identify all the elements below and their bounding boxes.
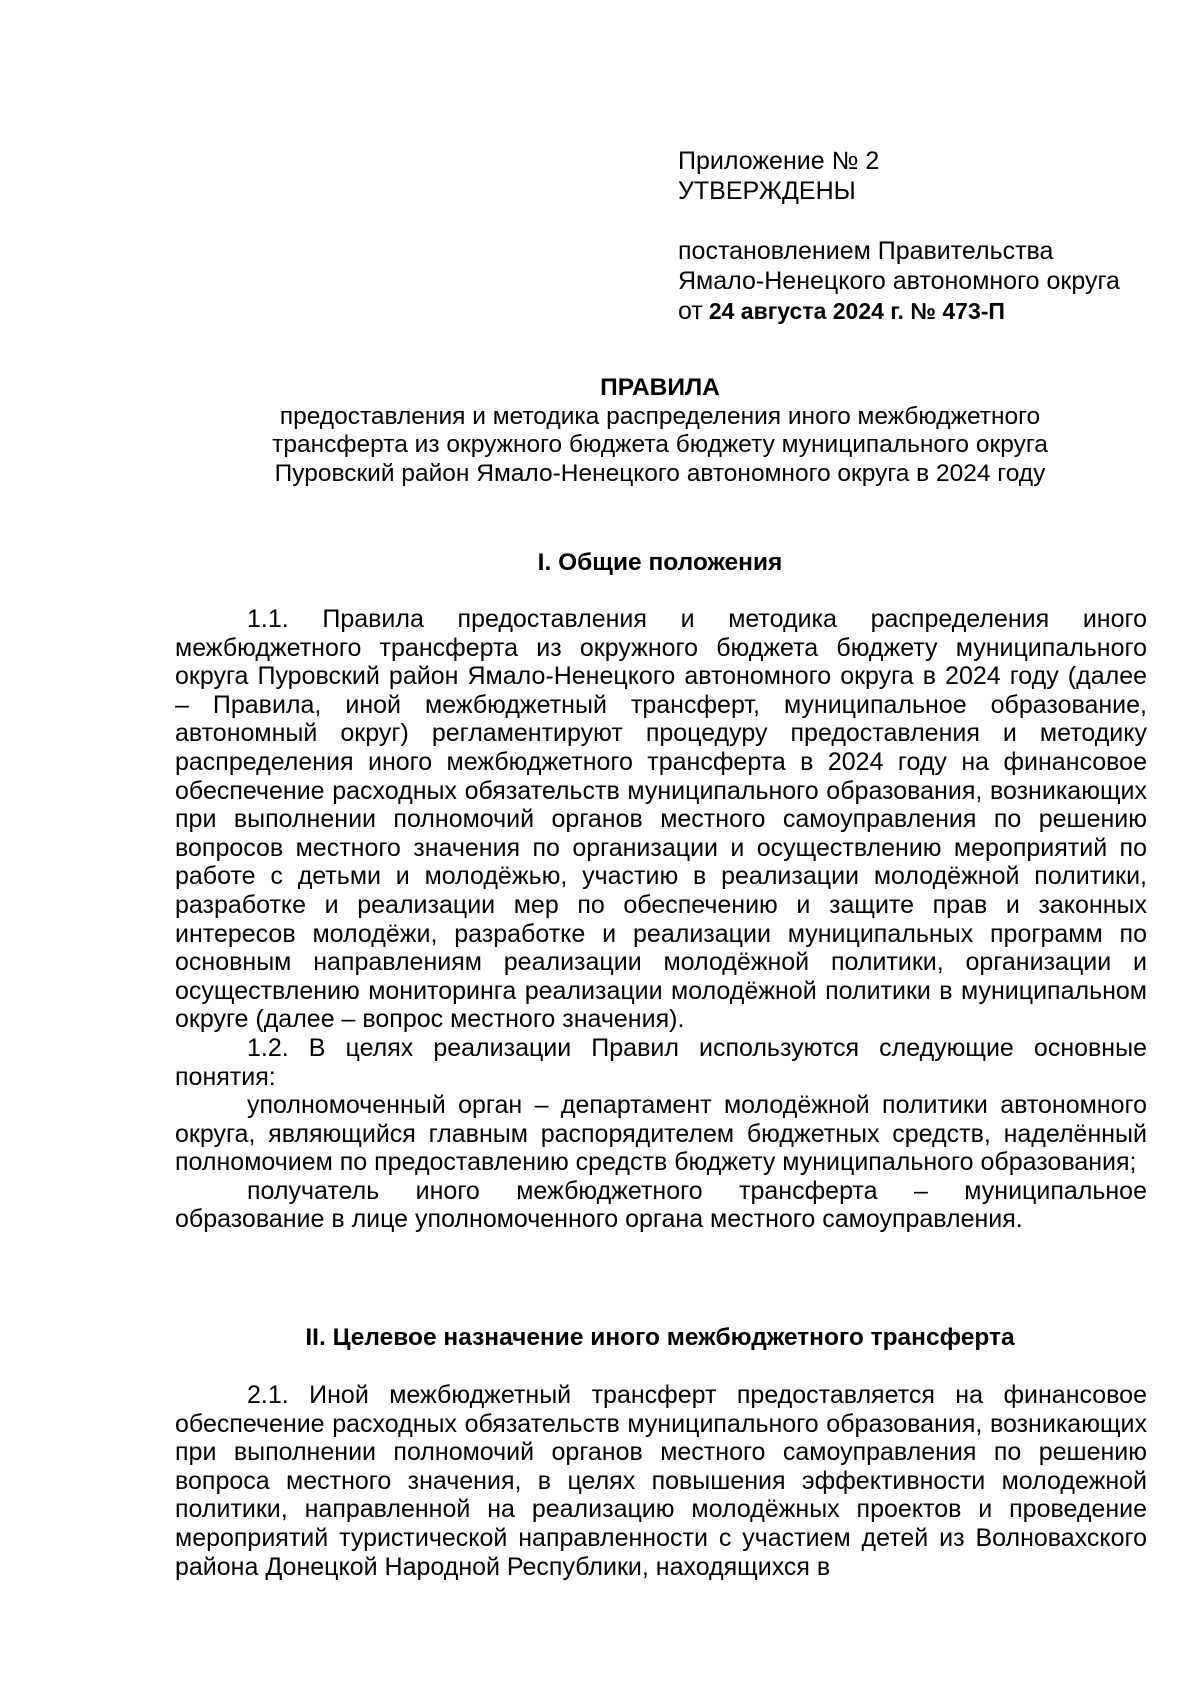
decree-date-line — [678, 296, 1158, 326]
document-title — [175, 374, 1145, 488]
appendix-number: Приложение № 2 — [678, 147, 880, 175]
date-prefix: от — [678, 297, 703, 325]
decree-line-2: Ямало-Ненецкого автономного округа — [678, 267, 1120, 295]
title-line-1: предоставления и методика распределения иного межбюджетного — [279, 402, 1041, 430]
spacer — [678, 206, 1158, 236]
approved-label: УТВЕРЖДЕНЫ — [678, 177, 856, 205]
paragraph-1-2: 1.2. В целях реализации Правил используются следующие основные понятия: — [175, 1033, 1147, 1091]
title-line-3: Пуровский район Ямало-Ненецкого автономного округа в 2024 году — [274, 459, 1046, 487]
section-2-body — [175, 1381, 1147, 1581]
definition-authorized-body: уполномоченный орган – департамент молодёжной политики автономного округа, являющийся главным распорядителем бюджетных средств, наделённый полномочием по предоставлению средств бюджету муниципального образования; — [175, 1091, 1147, 1177]
definition-recipient: получатель иного межбюджетного трансферта – муниципальное образование в лице уполномоченного органа местного самоуправления. — [175, 1176, 1147, 1234]
decree-line-1: постановлением Правительства — [678, 237, 1054, 265]
section-1-heading: I. Общие положения — [537, 549, 783, 576]
paragraph-1-1: 1.1. Правила предоставления и методика распределения иного межбюджетного трансферта из окружного бюджета бюджету муниципального округа Пуровский район Ямало-Ненецкого автономного округа в 2024 году (далее – Правила, иной межбюджетный трансферт, муниципальное образование, автономный округ) регламентируют процедуру предоставления и методику распределения иного межбюджетного трансферта в 2024 году на финансовое обеспечение расходных обязательств муниципального образования, возникающих при выполнении полномочий органов местного самоуправления по решению вопросов местного значения по организации и осуществлению мероприятий по работе с детьми и молодёжью, участию в реализации молодёжной политики, разработке и реализации мер по обеспечению и защите прав и законных интересов молодёжи, разработке и реализации муниципальных программ по основным направлениям реализации молодёжной политики, организации и осуществлению мониторинга реализации молодёжной политики в муниципальном округе (далее – вопрос местного значения). — [175, 605, 1147, 1034]
decree-date-number: 24 августа 2024 г. № 473-П — [708, 298, 1005, 324]
section-2-heading: II. Целевое назначение иного межбюджетного трансферта — [305, 1324, 1015, 1351]
approval-stamp — [678, 146, 1158, 326]
paragraph-2-1: 2.1. Иной межбюджетный трансферт предоставляется на финансовое обеспечение расходных обязательств муниципального образования, возникающих при выполнении полномочий органов местного самоуправления по решению вопроса местного значения, в целях повышения эффективности молодежной политики, направленной на реализацию молодёжных проектов и проведение мероприятий туристической направленности с участием детей из Волновахского района Донецкой Народной Республики, находящихся в — [175, 1381, 1147, 1581]
section-1-body — [175, 605, 1147, 1234]
title-line-2: трансферта из окружного бюджета бюджету муниципального округа — [272, 431, 1048, 458]
title-main: ПРАВИЛА — [600, 374, 720, 401]
